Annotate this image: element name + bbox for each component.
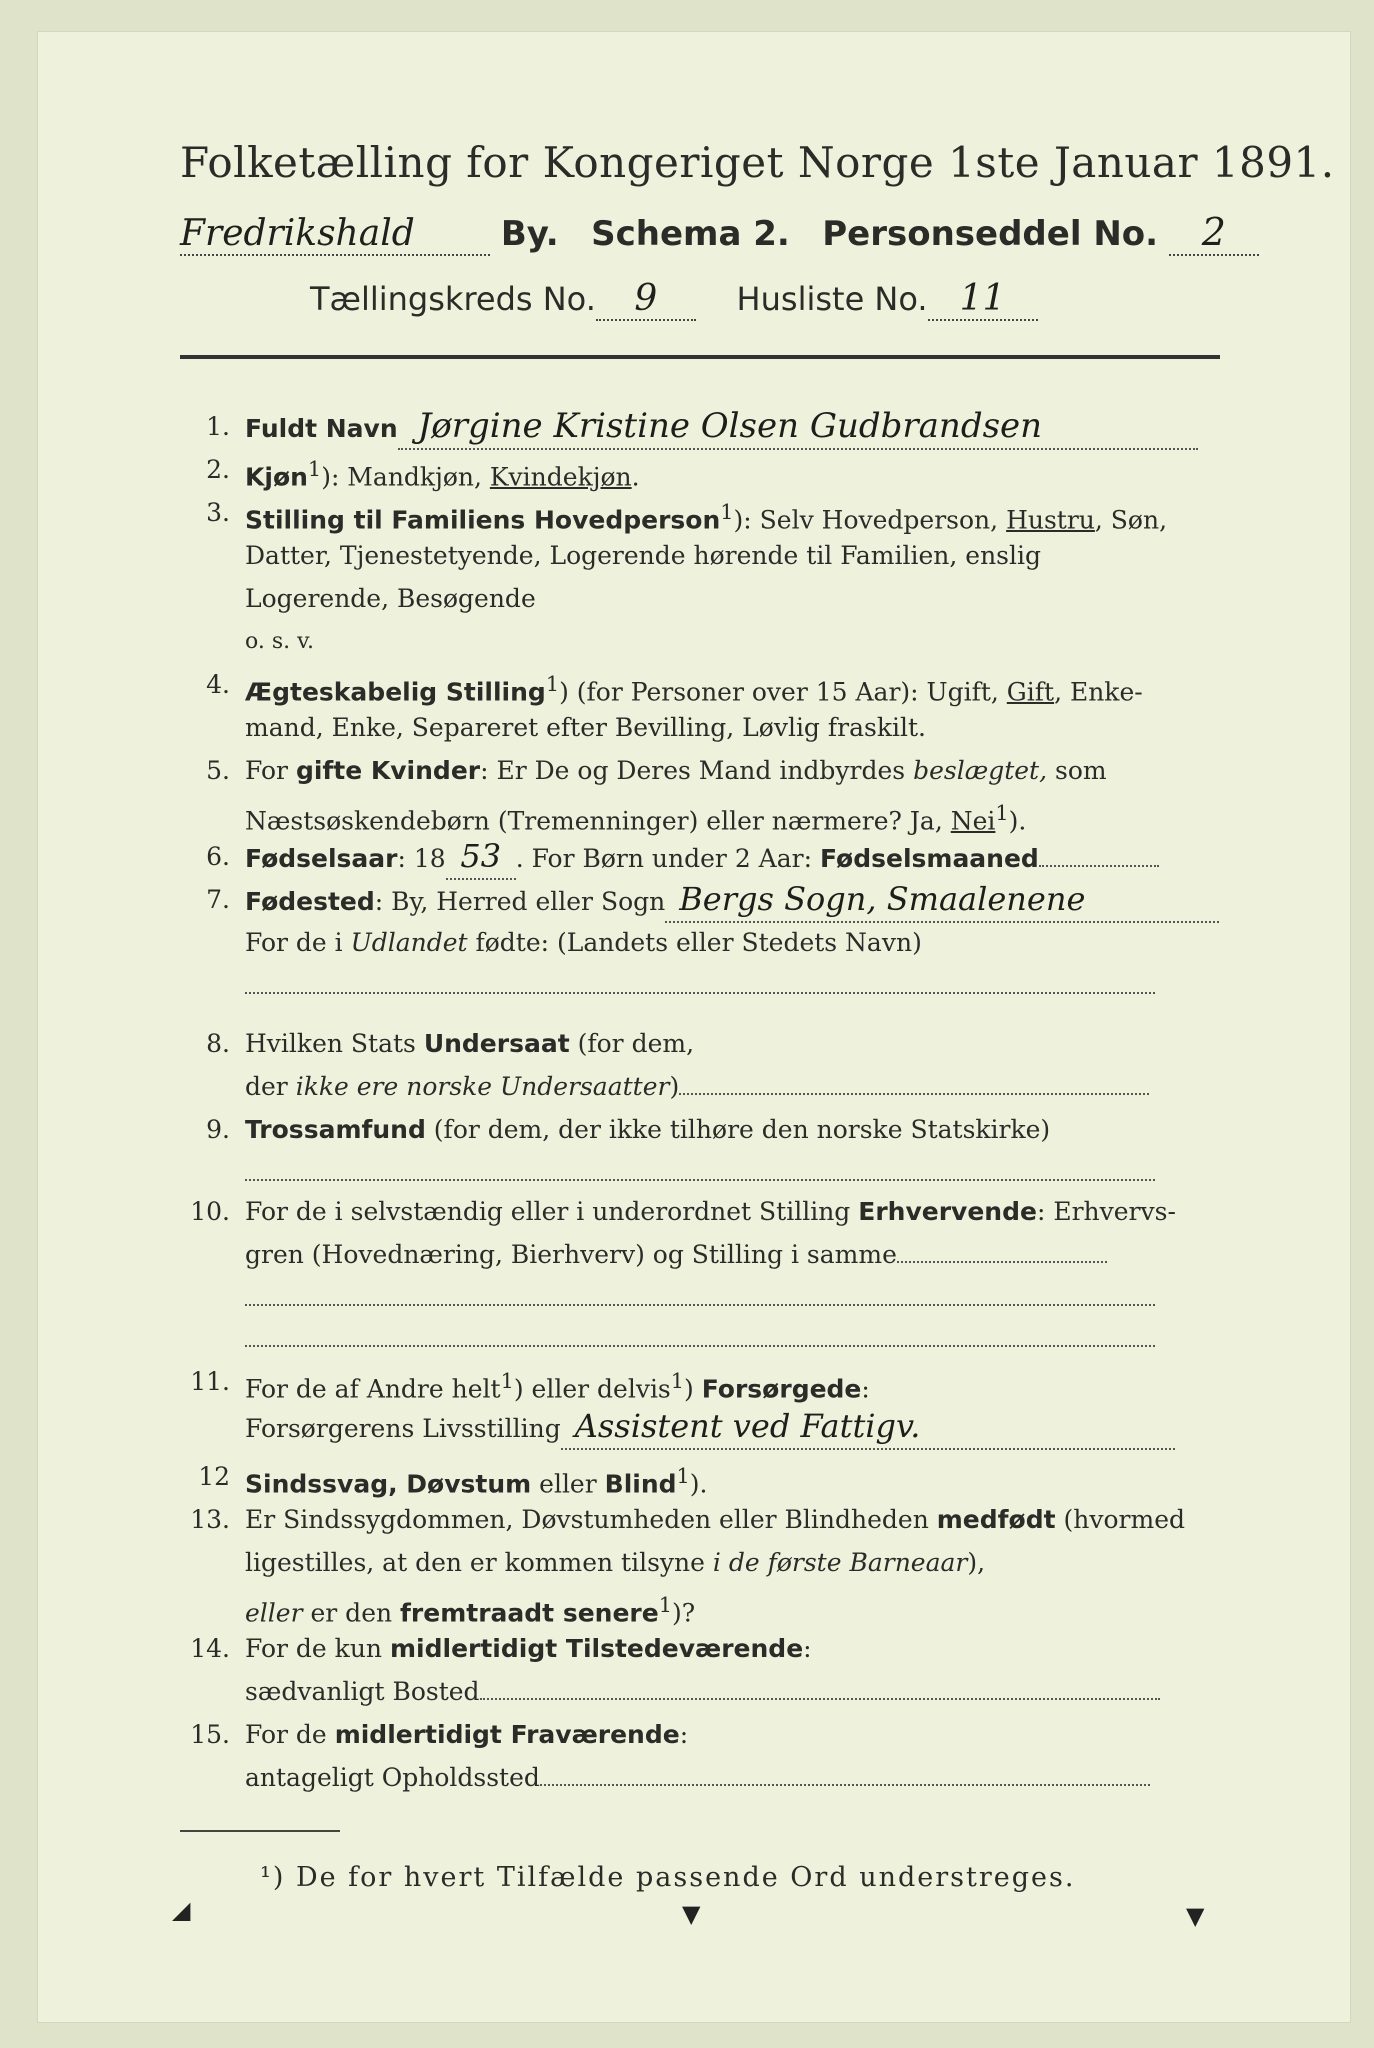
item-number: 6. xyxy=(206,842,230,871)
item-text: (hvormed xyxy=(1055,1505,1185,1534)
item-text: Hvilken Stats xyxy=(245,1029,424,1058)
item-label: Fuldt Navn xyxy=(245,414,398,443)
item-text: . For Børn under 2 Aar: xyxy=(515,844,820,873)
item-text-italic: beslægtet, xyxy=(913,756,1048,785)
item-number: 12 xyxy=(198,1462,230,1491)
item-text-italic: ikke ere norske Undersaatter xyxy=(295,1072,670,1101)
item-text: eller xyxy=(531,1469,605,1499)
item-text-italic: i de første Barneaar xyxy=(712,1548,968,1577)
item-text: : Er De og Deres Mand indbyrdes xyxy=(480,756,914,785)
kreds-label: Tællingskreds No. xyxy=(310,280,596,318)
item-text: For de i xyxy=(245,928,351,957)
husliste-number: 11 xyxy=(928,278,1038,321)
item-text: , Søn, xyxy=(1094,505,1168,535)
footnote-ref: 1 xyxy=(545,672,560,696)
item-text: : Erhvervs- xyxy=(1036,1197,1176,1226)
item-text: : xyxy=(803,1634,812,1663)
item-number: 2. xyxy=(206,455,230,484)
item-text: der xyxy=(245,1072,296,1101)
item-text: gren (Hovednæring, Bierhverv) og Stilling i samme xyxy=(245,1240,897,1269)
item-text: ) xyxy=(669,1072,680,1101)
item-text: antageligt Opholdssted xyxy=(245,1763,540,1792)
underlined-option: Gift xyxy=(1006,677,1055,707)
item-text: )? xyxy=(671,1598,696,1628)
item-text: er den xyxy=(302,1598,401,1628)
item-number: 5. xyxy=(206,756,230,785)
underlined-option: Kvindekjøn xyxy=(489,462,632,492)
item-label: Forsørgede xyxy=(701,1374,862,1404)
birth-year-handwritten: 53 xyxy=(446,835,516,880)
registration-mark-icon: ▼ xyxy=(682,1900,701,1928)
underlined-option: Nei xyxy=(950,806,996,836)
item-text: (for dem, xyxy=(569,1029,695,1058)
registration-mark-icon: ▼ xyxy=(1186,1902,1205,1930)
schema-label: Schema 2. xyxy=(591,214,790,254)
item-number: 14. xyxy=(190,1634,230,1663)
item-text: For de i selvstændig eller i underordnet Stilling xyxy=(245,1197,859,1226)
item-label: Stilling til Familiens Hovedperson xyxy=(245,505,721,535)
item-number: 3. xyxy=(206,498,230,527)
item-text-italic: Udlandet xyxy=(350,928,468,957)
item-text: : 18 xyxy=(397,844,446,873)
kreds-number: 9 xyxy=(596,278,696,321)
item-text: ) (for Personer over 15 Aar): Ugift, xyxy=(559,677,1007,707)
item-number: 15. xyxy=(190,1720,230,1749)
item-text: Er Sindssygdommen, Døvstumheden eller Blindheden xyxy=(245,1505,937,1534)
item-text: . xyxy=(631,462,640,492)
city-handwritten: Fredrikshald xyxy=(180,213,490,256)
personseddel-label: Personseddel No. xyxy=(822,214,1159,254)
item-label: fremtraadt senere xyxy=(400,1598,659,1628)
item-label: medfødt xyxy=(936,1505,1056,1534)
item-text: ): Selv Hovedperson, xyxy=(733,505,1007,535)
footnote-ref: 1 xyxy=(307,457,322,481)
item-text: : By, Herred eller Sogn xyxy=(374,887,666,916)
item-number: 11. xyxy=(190,1367,230,1396)
item-text: : xyxy=(861,1374,870,1404)
item-text: mand, Enke, Separeret efter Bevilling, Løvlig fraskilt. xyxy=(245,713,926,742)
husliste-label: Husliste No. xyxy=(736,280,928,318)
footnote-ref: 1 xyxy=(720,500,734,524)
item-label: Fødselsaar xyxy=(245,844,398,873)
item-text: sædvanligt Bosted xyxy=(245,1677,480,1706)
provider-occupation-handwritten: Assistent ved Fattigv. xyxy=(561,1405,1175,1450)
item-text-italic: eller xyxy=(245,1598,303,1628)
item-label: Undersaat xyxy=(423,1029,570,1058)
item-text: som xyxy=(1047,756,1107,785)
item-number: 4. xyxy=(206,670,230,699)
item-text: ). xyxy=(1008,806,1027,836)
item-number: 9. xyxy=(206,1115,230,1144)
item-text: ): Mandkjøn, xyxy=(321,462,490,492)
item-number: 13. xyxy=(190,1505,230,1534)
item-text: ), xyxy=(967,1548,986,1577)
item-text: o. s. v. xyxy=(245,629,314,654)
item-text: For de kun xyxy=(245,1634,390,1663)
personseddel-number: 2 xyxy=(1169,210,1259,256)
item-number: 8. xyxy=(206,1029,230,1058)
item-label: gifte Kvinder xyxy=(295,756,481,785)
birthplace-handwritten: Bergs Sogn, Smaalenene xyxy=(665,878,1219,923)
item-label: Erhvervende xyxy=(858,1197,1037,1226)
item-label: Trossamfund xyxy=(245,1115,426,1144)
item-text: For de xyxy=(245,1720,335,1749)
item-text: , Enke- xyxy=(1054,677,1143,707)
footnote: ¹) De for hvert Tilfælde passende Ord understreges. xyxy=(260,1862,1076,1893)
full-name-handwritten: Jørgine Kristine Olsen Gudbrandsen xyxy=(398,405,1198,450)
item-number: 7. xyxy=(206,885,230,914)
item-label: Fødselsmaaned xyxy=(819,844,1039,873)
item-text: ) eller delvis xyxy=(513,1374,671,1404)
footnote-divider xyxy=(180,1830,340,1832)
header-divider xyxy=(180,355,1220,359)
item-text: Forsørgerens Livsstilling xyxy=(245,1414,561,1443)
item-label: midlertidigt Tilstedeværende xyxy=(389,1634,804,1663)
item-label: Fødested xyxy=(245,887,375,916)
item-text: (for dem, der ikke tilhøre den norske Statskirke) xyxy=(425,1115,1051,1144)
item-label: Blind xyxy=(604,1469,677,1499)
item-number: 10. xyxy=(190,1197,230,1226)
item-label: Kjøn xyxy=(245,462,308,492)
by-label: By. xyxy=(500,214,559,254)
item-label: midlertidigt Fraværende xyxy=(334,1720,680,1749)
registration-mark-icon: ◢ xyxy=(172,1896,191,1924)
item-text: For xyxy=(245,756,296,785)
item-text: Datter, Tjenestetyende, Logerende hørende til Familien, enslig xyxy=(245,541,1042,570)
item-text: For de af Andre helt xyxy=(245,1374,501,1404)
item-text: fødte: (Landets eller Stedets Navn) xyxy=(467,928,922,957)
item-text: ligestilles, at den er kommen tilsyne xyxy=(245,1548,713,1577)
item-text: ) xyxy=(684,1374,702,1404)
item-label: Sindssvag, Døvstum xyxy=(245,1469,532,1499)
form-title: Folketælling for Kongeriget Norge 1ste Januar 1891. xyxy=(180,138,1335,187)
item-number: 1. xyxy=(206,412,230,441)
item-text: : xyxy=(679,1720,689,1749)
header-line-city xyxy=(180,210,1240,256)
item-label: Ægteskabelig Stilling xyxy=(245,677,546,707)
item-text: Logerende, Besøgende xyxy=(245,584,536,613)
header-line-kreds xyxy=(310,278,1210,321)
item-text: ). xyxy=(689,1469,708,1499)
underlined-option: Hustru xyxy=(1006,505,1095,535)
item-text: Næstsøskendebørn (Tremenninger) eller nærmere? Ja, xyxy=(245,806,951,836)
